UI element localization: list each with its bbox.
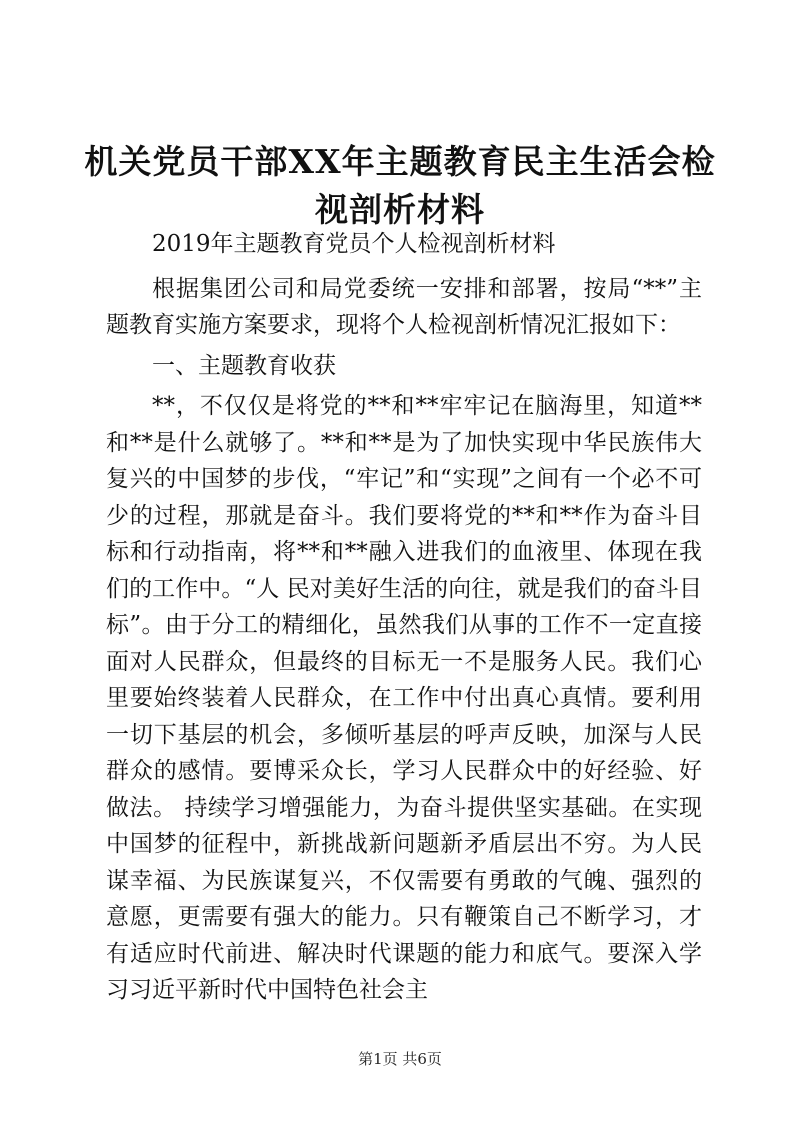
document-subtitle: 2019年主题教育党员个人检视剖析材料 bbox=[152, 231, 556, 257]
section-body-paragraph: **，不仅仅是将党的**和**牢牢记在脑海里，知道**和**是什么就够了。**和**是为了加快实现中华民族伟大复兴的中国梦的步伐，“牢记”和“实现”之间有一个必不可少的过程，那就是奋斗。我们要将党的**和**作为奋斗目标和行动指南，将**和**融入进我们的血液里、体现在我们的工作中。“人 民对美好生活的向往，就是我们的奋斗目标”。由于分工的精细化，虽然我们从事的工作不一定直接面对人民群众，但最终的目标无一不是服务人民。我们心里要始终装着人民群众，在工作中付出真心真情。要利用一切下基层的机会，多倾听基层的呼声反映，加深与人民群众的感情。要博采众长，学习人民群众中的好经验、好做法。 持续学习增强能力，为奋斗提供坚实基础。在实现中国梦的征程中，新挑战新问题新矛盾层出不穷。为人民谋幸福、为民族谋复兴，不仅需要有勇敢的气魄、强烈的意愿，更需要有强大的能力。只有鞭策自己不断学习，才有适应时代前进、解决时代课题的能力和底气。要深入学习习近平新时代中国特色社会主 bbox=[106, 393, 702, 1003]
document-title: 机关党员干部XX年主题教育民主生活会检视剖析材料 bbox=[84, 142, 716, 229]
section-heading: 一、主题教育收获 bbox=[152, 352, 336, 379]
intro-paragraph: 根据集团公司和局党委统一安排和部署，按局“**”主题教育实施方案要求，现将个人检视剖析情况汇报如下： bbox=[106, 275, 702, 338]
document-body bbox=[106, 226, 702, 1013]
page-number-footer: 第1页 共6页 bbox=[358, 1050, 442, 1068]
